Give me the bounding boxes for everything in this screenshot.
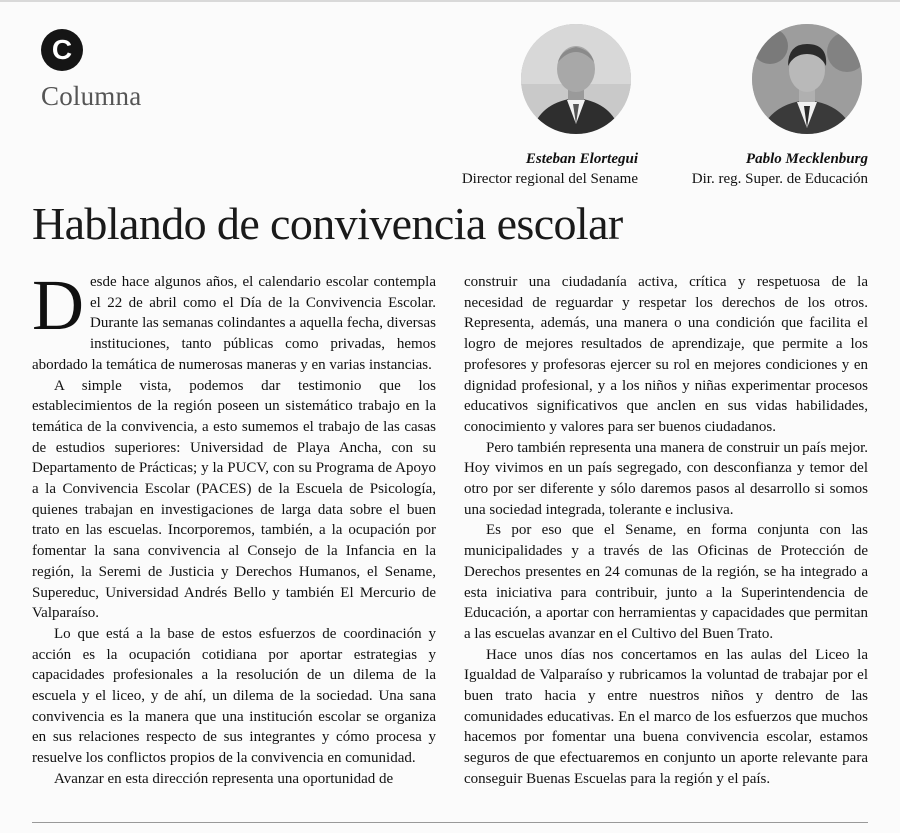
author-1-name: Esteban Elortegui [525,151,638,167]
author-2 [692,149,868,189]
paragraph-6: Pero también representa una manera de construir un país mejor. Hoy vivimos en un país segregado, con desconfianza y temor del otro por ser diferente y sólo daremos pasos al desarrollo si somos una sociedad integrada, tolerante e inclusiva. [464,439,868,518]
author-photo-1 [521,24,631,134]
paragraph-8: Hace unos días nos concertamos en las aulas del Liceo la Igualdad de Valparaíso y rubricamos la voluntad de trabajar por el buen trato hacia y entre nuestros niños y dentro de las comunidades educativas. En el marco de los esfuerzos que muchos hacemos por fomentar una buena convivencia escolar, estamos seguros de que efectuaremos en conjunto un aporte relevante para conseguir Buenas Escuelas para la región y el país. [464,646,868,787]
section-label: Columna [41,81,142,111]
paragraph-1-text: esde hace algunos años, el calendario escolar contempla el 22 de abril como el Día de la Convivencia Escolar. Durante las semanas colindantes a aquella fecha, diversas instituciones, tanto públicas como privadas, hemos abordado la temática de numerosas maneras y en varias instancias. [32,274,436,373]
author-1-role: Director regional del Sename [461,171,638,187]
section-badge: C [41,29,83,71]
author-1 [462,149,638,189]
paragraph-4: Avanzar en esta dirección representa una oportunidad de [54,770,394,787]
bottom-rule [32,822,868,823]
paragraph-5: construir una ciudadanía activa, crítica y respetuosa de la necesidad de reguardar y respetar los derechos de los otros. Representa, además, una manera o una condición que facilita el logro de mejores resultados de aprendizaje, que permite a los profesores y profesoras ejercer su rol en mejores condiciones y en dignidad profesional, y a los niños y niñas experimentar procesos educativos significativos que anclen en sus vidas habilidades, conocimiento y valores para ser buenos ciudadanos. [464,274,868,435]
paragraph-7: Es por eso que el Sename, en forma conjunta con las municipalidades y a través de las Oficinas de Protección de Derechos presentes en 24 comunas de la región, se ha integrado a esta iniciativa para contribuir, junto a la Superintendencia de Educación, a aportar con herramientas y capacidades que permitan a las escuelas avanzar en el Cultivo del Buen Trato. [464,522,868,642]
author-2-name: Pablo Mecklenburg [745,151,868,167]
article-column-1 [32,265,436,790]
paragraph-1 [32,265,436,376]
author-photo-2 [752,24,862,134]
author-2-role: Dir. reg. Super. de Educación [691,171,868,187]
drop-cap: D [32,265,84,345]
article-headline: Hablando de convivencia escolar [32,198,623,249]
top-rule [0,0,900,2]
paragraph-3: Lo que está a la base de estos esfuerzos de coordinación y acción es la ocupación cotidiana por aportar estrategias y capacidades profesionales a la resolución de un dilema de la escuela y el liceo, y de ahí, un dilema de la sociedad. Una sana convivencia es la manera que una institución escolar se organiza en sus relaciones respecto de sus integrantes y cómo procesa y resuelve los conflictos propios de la convivencia en comunidad. [32,625,436,767]
article-column-2 [464,272,868,790]
paragraph-2: A simple vista, podemos dar testimonio que los establecimientos de la región poseen un sistemático trabajo en la temática de la convivencia, a esto sumemos el trabajo de las casas de estudios superiores: Universidad de Playa Ancha, con su Departamento de Prácticas; y la PUCV, con su Programa de Apoyo a la Convivencia Escolar (PACES) de la Escuela de Psicología, quienes trabajan en investigaciones de larga data sobre el buen trato en las escuelas. Incorporemos, también, a la ocupación por fomentar la sana convivencia al Consejo de la Infancia en la región, la Seremi de Justicia y Derechos Humanos, el Sename, Supereduc, Universidad Andrés Bello y también El Mercurio de Valparaíso. [32,377,436,622]
